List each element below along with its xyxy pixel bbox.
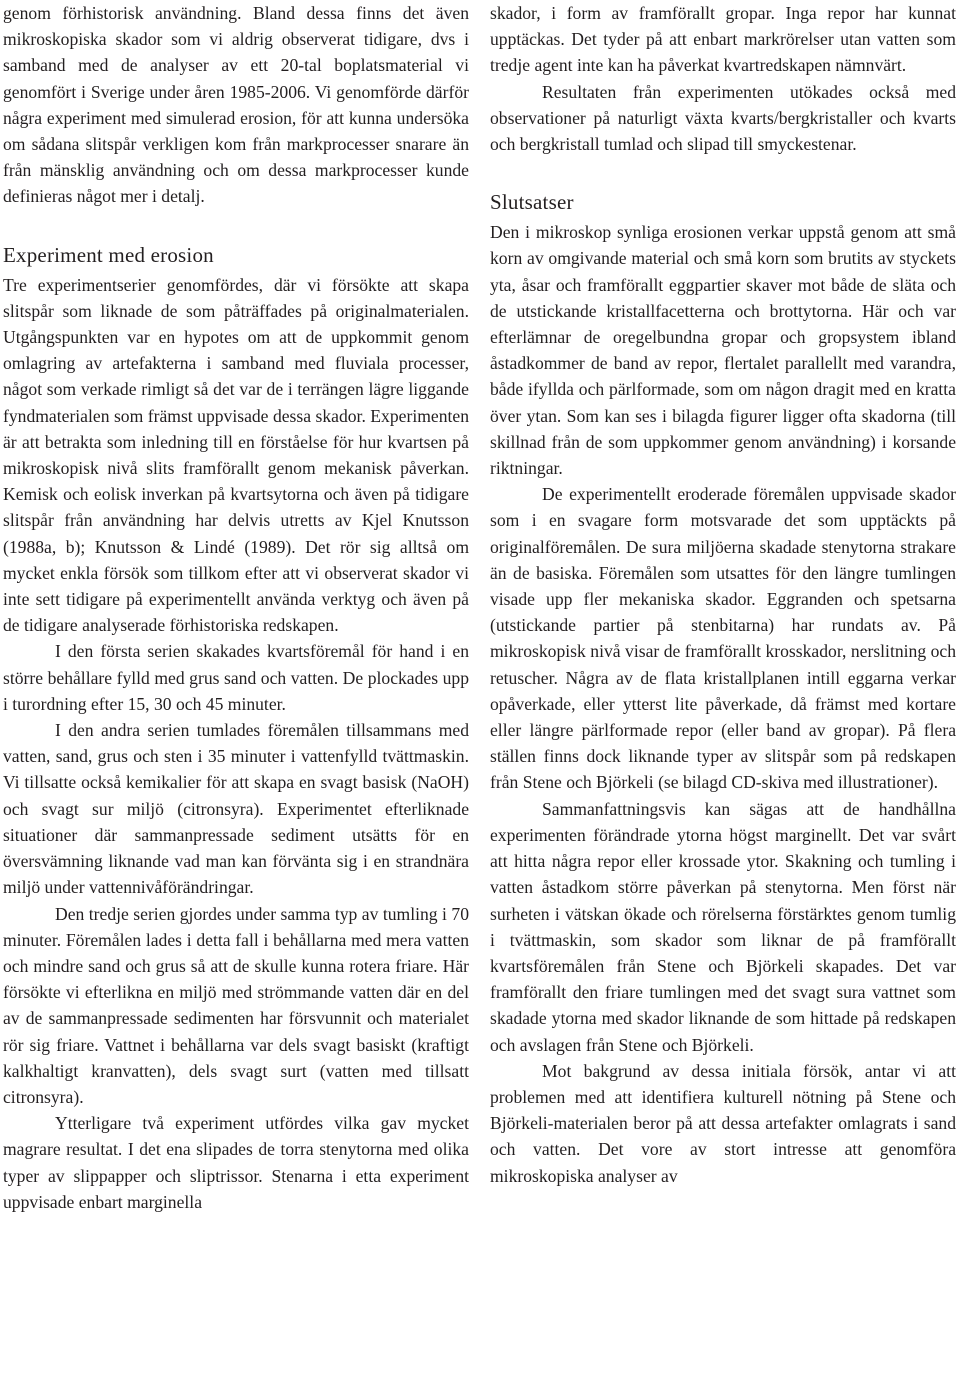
section-heading-erosion: Experiment med erosion [3,242,214,267]
right-column [490,0,956,1189]
body-paragraph: I den första serien skakades kvartsföremål för hand i en större behållare fylld med grus sand och vatten. De plockades upp i turordning efter 15, 30 och 45 minuter. [3,641,469,714]
body-paragraph: Ytterligare två experiment utfördes vilka gav mycket magrare resultat. I det ena slipades de torra stenytorna med olika typer av slippapper och sliptrissor. Stenarna i etta experiment uppvisade enbart marginella [3,1113,469,1212]
body-paragraph: Sammanfattningsvis kan sägas att de handhållna experimenten förändrade ytorna högst marginellt. Det var svårt att hitta några repor eller krossade ytor. Skakning och tumling i vatten åstadkom större påverkan på stenytorna. Men först när surheten i vätskan ökade och rörelserna förstärktes genom tumlig i tvättmaskin, som skador som liknar de på framförallt kvartsföremålen från Stene och Björkeli skapades. Det var framförallt den friare tumlingen med det svagt sura vattnet som skadade ytorna med skador liknande de som hittade på redskapen och avslagen från Stene och Björkeli. [490,798,956,1055]
body-paragraph: Mot bakgrund av dessa initiala försök, antar vi att problemen med att identifiera kulturell nötning på Stene och Björkeli-materialen beror på att dessa artefakter omlagrats i sand och vatten. Det vore av stort intresse att genomföra mikroskopiska analyser av [490,1060,956,1186]
body-paragraph: Tre experimentserier genomfördes, där vi försökte att skapa slitspår som liknade de som påträffades på originalmaterialen. Utgångspunkten var en hypotes om att de uppkommit genom omlagring av artefakterna i samband med fluviala processer, något som verkade rimligt så det var de i terrängen lägre liggande fyndmaterialen som främst uppvisade dessa skador. Experimenten är att betrakta som inledning till en förståelse för hur kvartsen på mikroskopisk nivå slits framförallt genom mekanisk påverkan. Kemisk och eolisk inverkan på kvartsytorna och även på tidigare slitspår från användning har delvis utretts av Kjel Knutsson (1988a, b); Knutsson & Lindé (1989). Det rör sig alltså om mycket enkla försök som tillkom efter att vi observerat skador vi inte sett tidigare på experimentellt använda verktyg och även på de tidigare analyserade förhistoriska redskapen. [3,274,469,636]
right-top-paragraph: skador, i form av framförallt gropar. Inga repor har kunnat upptäckas. Det tyder på att enbart markrörelser utan vatten som tredje agent inte kan ha påverkat kvartredskapen nämnvärt. [490,3,956,76]
body-paragraph: I den andra serien tumlades föremålen tillsammans med vatten, sand, grus och sten i 35 minuter i vattenfylld tvättmaskin. Vi tillsatte också kemikalier för att skapa en svagt basisk (NaOH) och svagt sur miljö (citronsyra). Experimentet efterliknade situationer där sammanpressade sediment utsätts för en översvämning liknande vad man kan förvänta sig i en strandnära miljö under vattennivåförändringar. [3,720,469,898]
body-paragraph: Den i mikroskop synliga erosionen verkar uppstå genom att små korn av omgivande material och små korn som brutits av styckets yta, åsar och framförallt eggpartier skaver mot både de släta och de utstickande kristallfacetterna och brottytorna. Här och var efterlämnar de oregelbundna gropar och gropsystem ibland åstadkommer de band av repor, flertalet parallellt med varandra, både ifyllda och pärlformade, som om någon dragit med en kratta över ytan. Som kan ses i bilagda figurer ligger ofta skadorna (till skillnad från de som uppkommer genom användning) i korsande riktningar. [490,222,956,479]
body-paragraph: Den tredje serien gjordes under samma typ av tumling i 70 minuter. Föremålen lades i detta fall i behållarna med mera vatten och mindre sand och grus så att de skulle kunna rotera friare. Här försökte vi efterlikna en miljö med strömmande vatten där en del av de sammanpressade sedimenten har försvunnit och materialet rör sig friare. Vattnet i behållarna var dels svagt basiskt (kraftigt kalkhaltigt kranvatten), dels svagt surt (vatten med tillsatt citronsyra). [3,903,469,1107]
section-heading-conclusions: Slutsatser [490,190,574,215]
body-paragraph: De experimentellt eroderade föremålen uppvisade skador som i en svagare form motsvarade det som upptäckts på originalföremålen. De sura miljöerna skadade stenytorna strakare än de basiska. Föremålen som utsattes för den längre tumlingen visade upp fler mekaniska skador. Eggranden och spetsarna (utstickande partier på stenbitarna) har rundats av. På mikroskopisk nivå visar de framförallt krosskador, nerslitning och retuscher. Några av de flata kristallplanen intill eggarna verkar opåverkade, eller ytterst lite påverkade, då främst med kortare eller längre pärlformade repor (eller band av gropar). På flera ställen finns dock liknande typer av slitspår som på redskapen från Stene och Björkeli (se bilagd CD-skiva med illustrationer). [490,484,956,793]
left-column [3,0,469,1215]
right-top-paragraph-2: Resultaten från experimenten utökades också med observationer på naturligt växta kvarts/bergkristaller och kvarts och bergkristall tumlad och slipad till smyckestenar. [490,81,956,155]
left-top-paragraph: genom förhistorisk användning. Bland dessa finns det även mikroskopiska skador som vi aldrig observerat tidigare, dvs i samband med de analyser av ett 20-tal boplatsmaterial vi genomfört i Sverige under åren 1985-2006. Vi genomförde därför några experiment med simulerad erosion, för att kunna undersöka om sådana slitspår verkligen kom från markprocesser snarare än från mänsklig användning och om dessa markprocesser kunde definieras något mer i detalj. [3,3,469,207]
